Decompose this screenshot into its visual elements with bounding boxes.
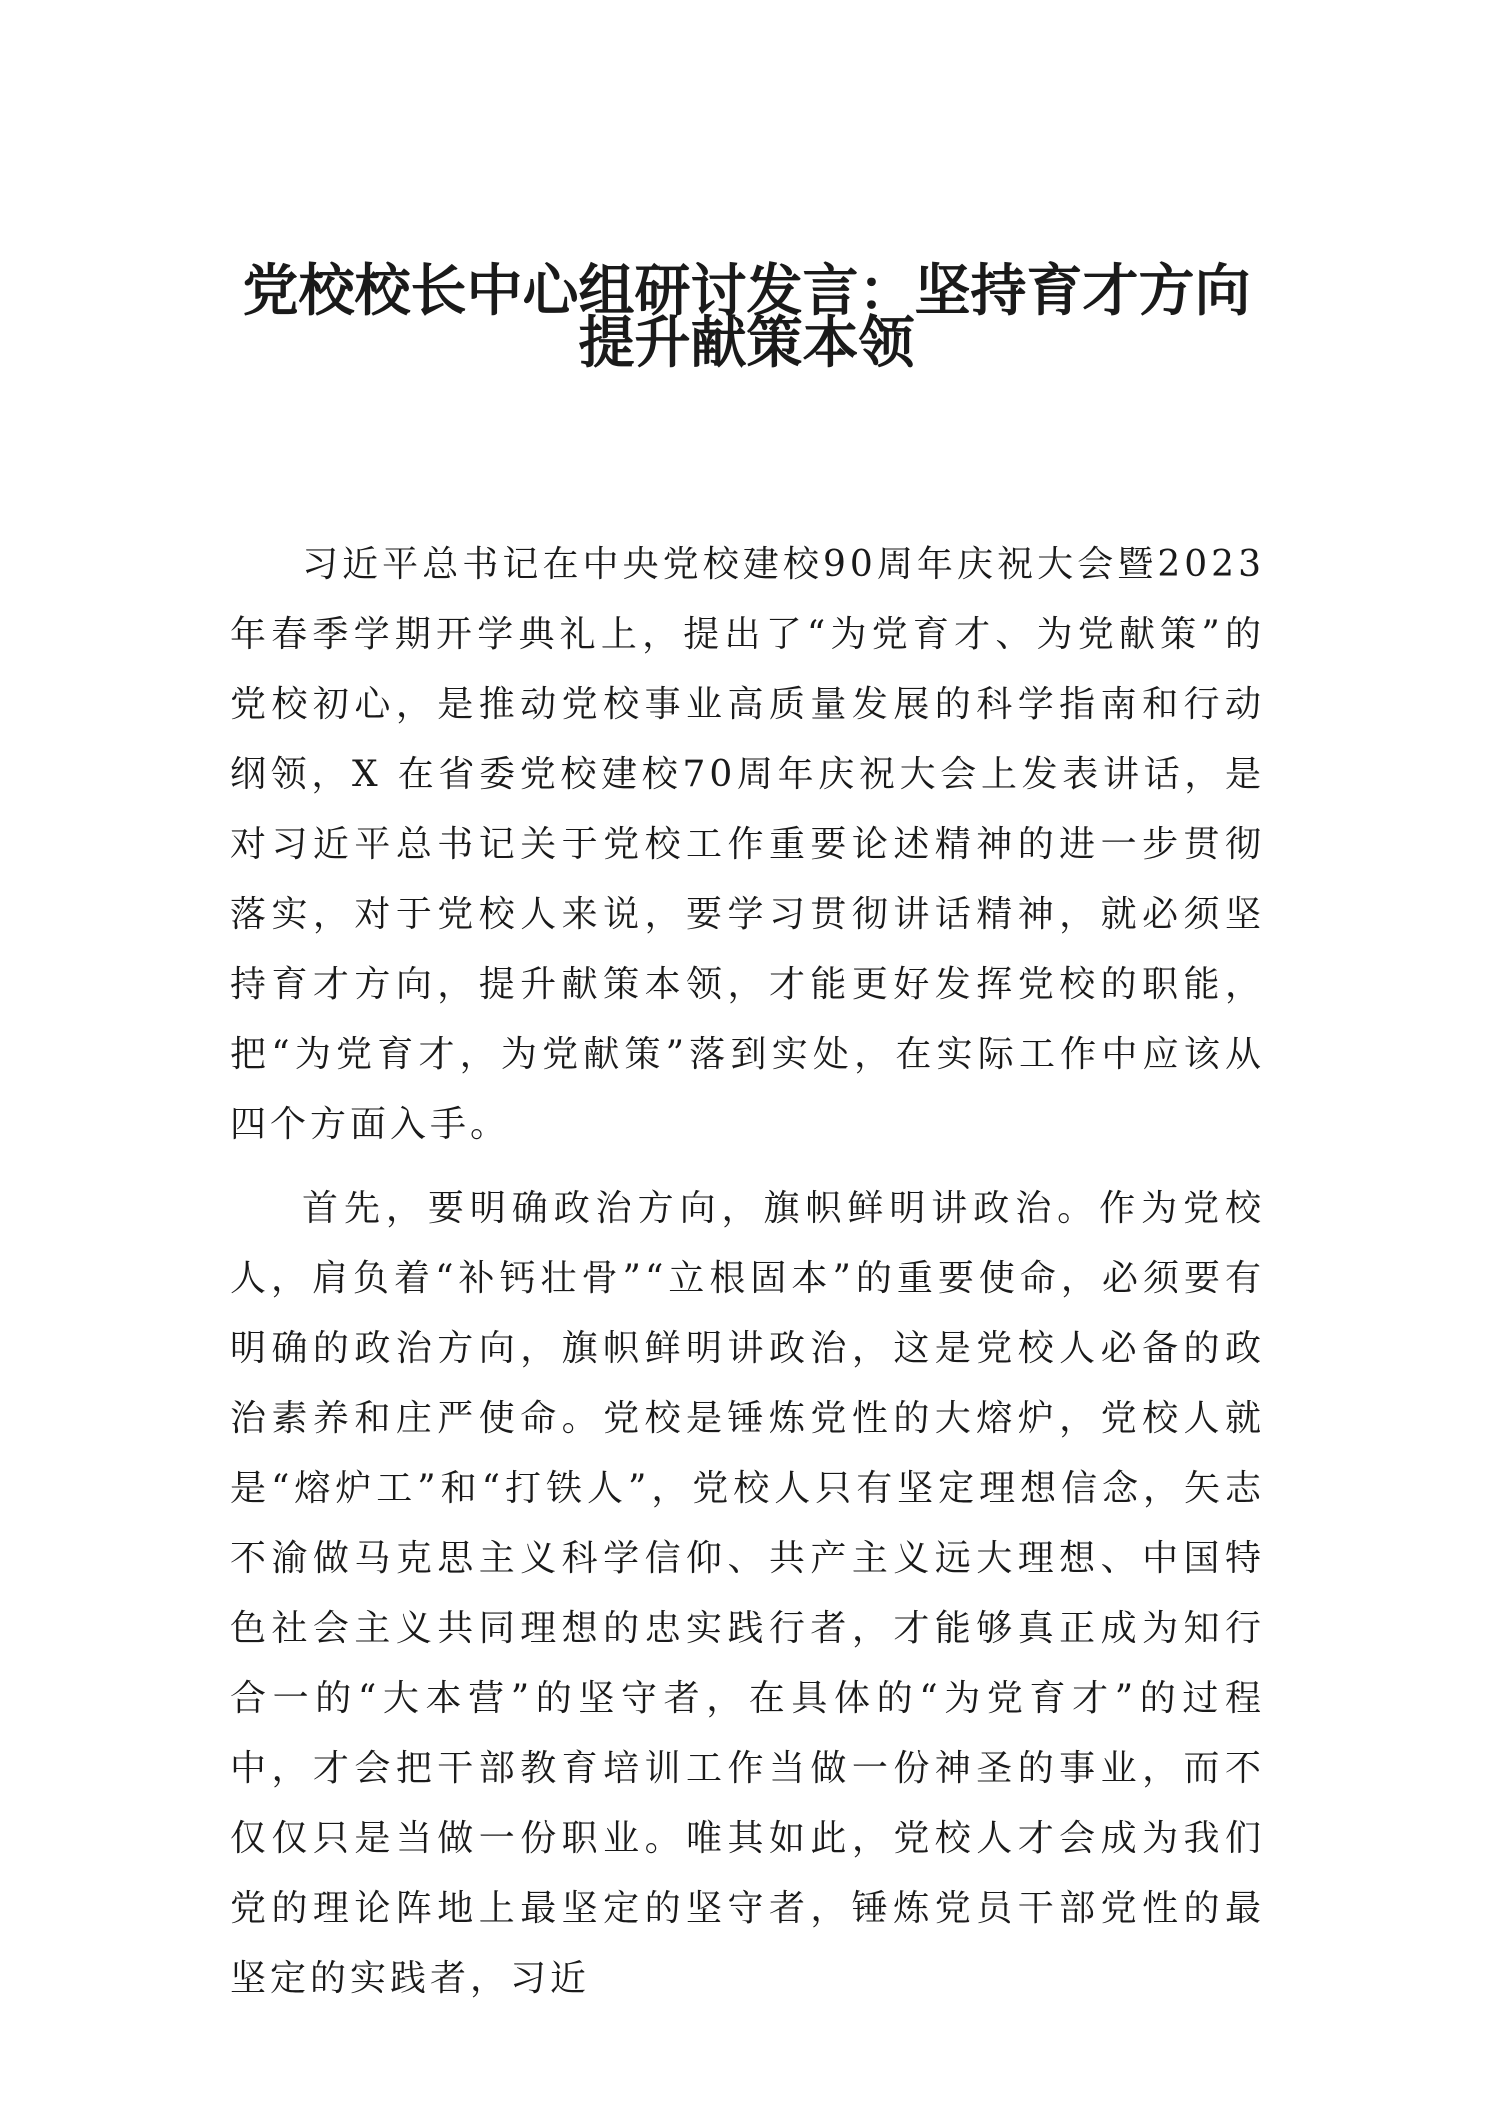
document-title-line-1: 党校校长中心组研讨发言：坚持育才方向 — [242, 259, 1251, 324]
paragraph-intro: 习近平总书记在中央党校建校90周年庆祝大会暨2023年春季学期开学典礼上，提出了“为党育才、为党献策”的党校初心，是推动党校事业高质量发展的科学指南和行动纲领，X 在省委党校建校70周年庆祝大会上发表讲话，是对习近平总书记关于党校工作重要论述精神的进一步贯彻落实，对于党校人来说，要学习贯彻讲话精神，就必须坚持育才方向，提升献策本领，才能更好发挥党校的职能，把“为党育才，为党献策”落到实处，在实际工作中应该从四个方面入手。 — [230, 544, 1265, 1145]
paragraph-first-point: 首先，要明确政治方向，旗帜鲜明讲政治。作为党校人，肩负着“补钙壮骨”“立根固本”的重要使命，必须要有明确的政治方向，旗帜鲜明讲政治，这是党校人必备的政治素养和庄严使命。党校是锤炼党性的大熔炉，党校人就是“熔炉工”和“打铁人”，党校人只有坚定理想信念，矢志不渝做马克思主义科学信仰、共产主义远大理想、中国特色社会主义共同理想的忠实践行者，才能够真正成为知行合一的“大本营”的坚守者，在具体的“为党育才”的过程中，才会把干部教育培训工作当做一份神圣的事业，而不仅仅只是当做一份职业。唯其如此，党校人才会成为我们党的理论阵地上最坚定的坚守者，锤炼党员干部党性的最坚定的实践者，习近 — [230, 1188, 1265, 1999]
document-title-line-2: 提升献策本领 — [578, 311, 915, 376]
document-body — [230, 530, 1265, 2028]
